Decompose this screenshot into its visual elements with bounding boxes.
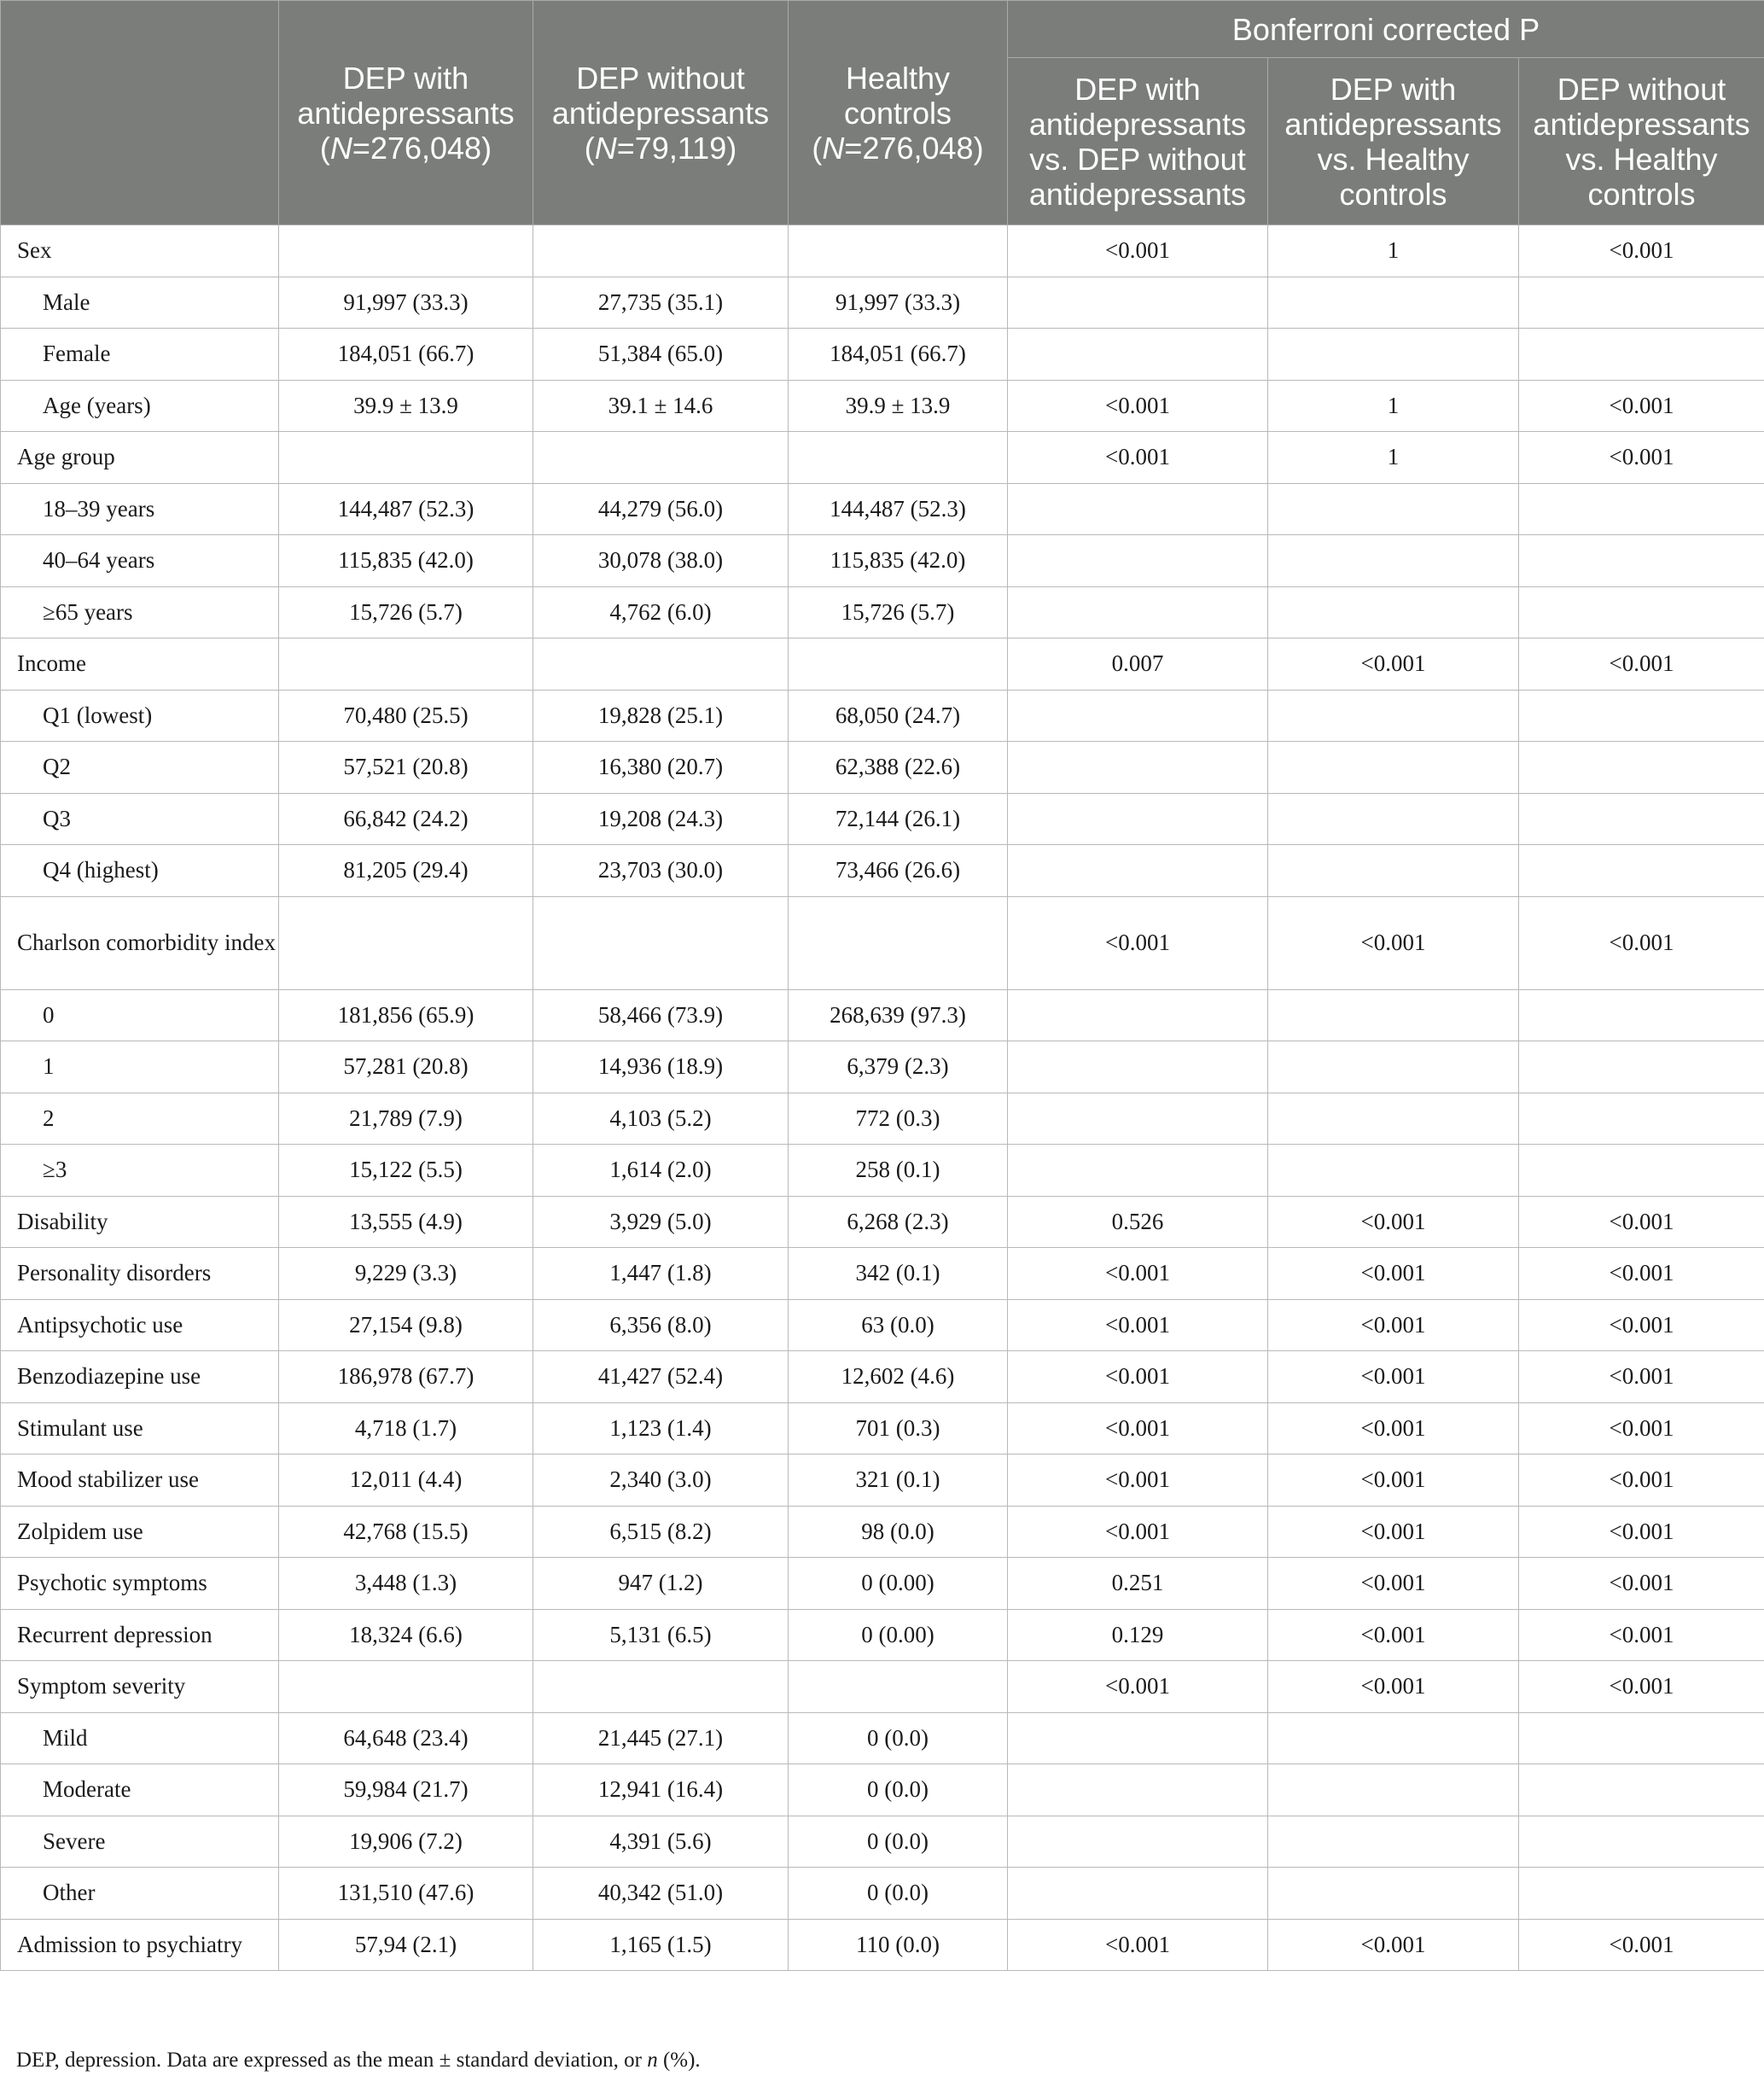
cell-p-without-vs-controls <box>1519 1712 1764 1764</box>
header-dep-without-antidepressants: DEP without antidepressants (N=79,119) <box>533 1 789 225</box>
cell-dep-without-antidepressants: 21,445 (27.1) <box>533 1712 789 1764</box>
row-label: 0 <box>1 989 279 1041</box>
header-bonferroni-group: Bonferroni corrected P <box>1008 1 1764 58</box>
cell-p-with-vs-controls: <0.001 <box>1268 1299 1519 1351</box>
cell-dep-without-antidepressants: 16,380 (20.7) <box>533 742 789 794</box>
cell-dep-without-antidepressants: 51,384 (65.0) <box>533 329 789 381</box>
cell-p-with-vs-without <box>1008 329 1268 381</box>
table-row <box>1 1248 1764 1300</box>
cell-p-without-vs-controls: <0.001 <box>1519 1661 1764 1713</box>
cell-p-with-vs-controls <box>1268 277 1519 329</box>
row-label: Q4 (highest) <box>1 845 279 897</box>
cell-p-with-vs-without <box>1008 1712 1268 1764</box>
cell-dep-with-antidepressants <box>279 896 533 989</box>
cell-dep-with-antidepressants: 64,648 (23.4) <box>279 1712 533 1764</box>
cell-p-without-vs-controls <box>1519 989 1764 1041</box>
cell-p-with-vs-without: 0.526 <box>1008 1196 1268 1248</box>
cell-healthy-controls: 73,466 (26.6) <box>789 845 1008 897</box>
cell-p-without-vs-controls: <0.001 <box>1519 1402 1764 1454</box>
cell-healthy-controls: 0 (0.00) <box>789 1609 1008 1661</box>
cell-dep-with-antidepressants: 115,835 (42.0) <box>279 535 533 587</box>
table-row <box>1 1609 1764 1661</box>
table-row <box>1 586 1764 638</box>
cell-dep-without-antidepressants: 41,427 (52.4) <box>533 1351 789 1403</box>
cell-dep-with-antidepressants: 131,510 (47.6) <box>279 1868 533 1920</box>
row-label: Benzodiazepine use <box>1 1351 279 1403</box>
cell-dep-with-antidepressants: 42,768 (15.5) <box>279 1506 533 1558</box>
cell-dep-with-antidepressants: 57,281 (20.8) <box>279 1041 533 1093</box>
cell-dep-without-antidepressants: 27,735 (35.1) <box>533 277 789 329</box>
cell-p-without-vs-controls <box>1519 329 1764 381</box>
header-p-with-vs-controls: DEP with antidepressants vs. Healthy controls <box>1268 58 1519 225</box>
cell-p-without-vs-controls: <0.001 <box>1519 1558 1764 1610</box>
header-dep-with-antidepressants: DEP with antidepressants (N=276,048) <box>279 1 533 225</box>
cell-dep-with-antidepressants: 81,205 (29.4) <box>279 845 533 897</box>
cell-healthy-controls: 115,835 (42.0) <box>789 535 1008 587</box>
cell-p-with-vs-without <box>1008 793 1268 845</box>
cell-dep-without-antidepressants: 1,447 (1.8) <box>533 1248 789 1300</box>
cell-dep-with-antidepressants: 39.9 ± 13.9 <box>279 380 533 432</box>
cell-dep-without-antidepressants: 3,929 (5.0) <box>533 1196 789 1248</box>
cell-p-with-vs-without: <0.001 <box>1008 1506 1268 1558</box>
cell-p-with-vs-without: <0.001 <box>1008 1919 1268 1971</box>
cell-healthy-controls: 62,388 (22.6) <box>789 742 1008 794</box>
cell-p-with-vs-without <box>1008 1041 1268 1093</box>
cell-p-with-vs-controls <box>1268 989 1519 1041</box>
cell-healthy-controls: 68,050 (24.7) <box>789 690 1008 742</box>
cell-p-with-vs-controls: <0.001 <box>1268 1558 1519 1610</box>
cell-p-without-vs-controls: <0.001 <box>1519 638 1764 691</box>
cell-healthy-controls: 701 (0.3) <box>789 1402 1008 1454</box>
table-row <box>1 483 1764 535</box>
cell-dep-with-antidepressants: 19,906 (7.2) <box>279 1816 533 1868</box>
table-header <box>1 1 1764 225</box>
cell-dep-without-antidepressants: 19,828 (25.1) <box>533 690 789 742</box>
cell-healthy-controls <box>789 225 1008 277</box>
cell-healthy-controls: 6,268 (2.3) <box>789 1196 1008 1248</box>
cell-dep-with-antidepressants: 91,997 (33.3) <box>279 277 533 329</box>
cell-dep-with-antidepressants: 15,122 (5.5) <box>279 1145 533 1197</box>
cell-p-without-vs-controls: <0.001 <box>1519 1609 1764 1661</box>
cell-p-with-vs-controls <box>1268 1145 1519 1197</box>
cell-p-without-vs-controls <box>1519 742 1764 794</box>
row-label: 18–39 years <box>1 483 279 535</box>
cell-dep-without-antidepressants: 4,762 (6.0) <box>533 586 789 638</box>
table-row <box>1 380 1764 432</box>
cell-dep-without-antidepressants: 58,466 (73.9) <box>533 989 789 1041</box>
cell-dep-with-antidepressants: 21,789 (7.9) <box>279 1093 533 1145</box>
table-row <box>1 1299 1764 1351</box>
table-row <box>1 1558 1764 1610</box>
cell-healthy-controls: 72,144 (26.1) <box>789 793 1008 845</box>
row-label: Psychotic symptoms <box>1 1558 279 1610</box>
cell-p-with-vs-controls: <0.001 <box>1268 1661 1519 1713</box>
cell-p-with-vs-without: <0.001 <box>1008 1351 1268 1403</box>
table-row <box>1 1093 1764 1145</box>
cell-dep-with-antidepressants: 4,718 (1.7) <box>279 1402 533 1454</box>
cell-p-with-vs-without <box>1008 742 1268 794</box>
cell-p-with-vs-without: 0.251 <box>1008 1558 1268 1610</box>
cell-p-with-vs-without <box>1008 1145 1268 1197</box>
cell-p-with-vs-without: <0.001 <box>1008 225 1268 277</box>
cell-p-without-vs-controls <box>1519 535 1764 587</box>
cell-dep-without-antidepressants: 30,078 (38.0) <box>533 535 789 587</box>
row-label: Severe <box>1 1816 279 1868</box>
cell-p-without-vs-controls: <0.001 <box>1519 1248 1764 1300</box>
row-label: Male <box>1 277 279 329</box>
cell-dep-with-antidepressants: 27,154 (9.8) <box>279 1299 533 1351</box>
cell-dep-with-antidepressants: 186,978 (67.7) <box>279 1351 533 1403</box>
table-row <box>1 989 1764 1041</box>
cell-healthy-controls: 0 (0.00) <box>789 1558 1008 1610</box>
cell-dep-with-antidepressants <box>279 1661 533 1713</box>
cell-p-with-vs-without <box>1008 989 1268 1041</box>
cell-dep-without-antidepressants <box>533 896 789 989</box>
cell-p-without-vs-controls <box>1519 1816 1764 1868</box>
header-healthy-controls: Healthy controls (N=276,048) <box>789 1 1008 225</box>
cell-p-without-vs-controls <box>1519 690 1764 742</box>
row-label: Recurrent depression <box>1 1609 279 1661</box>
cell-p-without-vs-controls: <0.001 <box>1519 1919 1764 1971</box>
row-label: Income <box>1 638 279 691</box>
cell-dep-with-antidepressants: 184,051 (66.7) <box>279 329 533 381</box>
row-label: 1 <box>1 1041 279 1093</box>
cell-p-with-vs-controls <box>1268 793 1519 845</box>
cell-dep-with-antidepressants: 13,555 (4.9) <box>279 1196 533 1248</box>
cell-dep-with-antidepressants: 70,480 (25.5) <box>279 690 533 742</box>
table-row <box>1 1661 1764 1713</box>
cell-p-without-vs-controls <box>1519 586 1764 638</box>
table-row <box>1 277 1764 329</box>
table-row <box>1 1351 1764 1403</box>
table-row <box>1 432 1764 484</box>
cell-p-with-vs-controls: <0.001 <box>1268 1248 1519 1300</box>
row-label: Q3 <box>1 793 279 845</box>
cell-dep-without-antidepressants: 4,391 (5.6) <box>533 1816 789 1868</box>
cell-dep-without-antidepressants: 39.1 ± 14.6 <box>533 380 789 432</box>
row-label: Mood stabilizer use <box>1 1454 279 1507</box>
row-label: Female <box>1 329 279 381</box>
row-label: Personality disorders <box>1 1248 279 1300</box>
table-footnote: DEP, depression. Data are expressed as the mean ± standard deviation, or n (%). <box>16 2049 701 2072</box>
cell-dep-without-antidepressants: 2,340 (3.0) <box>533 1454 789 1507</box>
cell-p-with-vs-controls <box>1268 1764 1519 1816</box>
cell-p-with-vs-without: <0.001 <box>1008 380 1268 432</box>
cell-p-with-vs-without <box>1008 1868 1268 1920</box>
cell-healthy-controls: 0 (0.0) <box>789 1868 1008 1920</box>
cell-p-with-vs-controls <box>1268 483 1519 535</box>
cell-dep-without-antidepressants: 6,356 (8.0) <box>533 1299 789 1351</box>
header-row-1 <box>1 1 1764 58</box>
row-label: 2 <box>1 1093 279 1145</box>
cell-healthy-controls: 184,051 (66.7) <box>789 329 1008 381</box>
cell-p-with-vs-without: <0.001 <box>1008 1661 1268 1713</box>
cell-p-without-vs-controls <box>1519 1868 1764 1920</box>
table-row <box>1 225 1764 277</box>
cell-p-with-vs-without <box>1008 535 1268 587</box>
row-label: Q2 <box>1 742 279 794</box>
cell-p-with-vs-without: 0.129 <box>1008 1609 1268 1661</box>
cell-p-with-vs-controls <box>1268 1093 1519 1145</box>
cell-p-without-vs-controls: <0.001 <box>1519 896 1764 989</box>
row-label: Admission to psychiatry <box>1 1919 279 1971</box>
table-row <box>1 1041 1764 1093</box>
cell-dep-without-antidepressants: 19,208 (24.3) <box>533 793 789 845</box>
cell-dep-with-antidepressants: 66,842 (24.2) <box>279 793 533 845</box>
row-label: Antipsychotic use <box>1 1299 279 1351</box>
cell-p-without-vs-controls <box>1519 1764 1764 1816</box>
cell-dep-without-antidepressants <box>533 638 789 691</box>
cell-p-without-vs-controls: <0.001 <box>1519 1196 1764 1248</box>
cell-healthy-controls: 98 (0.0) <box>789 1506 1008 1558</box>
cell-p-with-vs-controls: <0.001 <box>1268 1609 1519 1661</box>
header-p-with-vs-without: DEP with antidepressants vs. DEP without antidepressants <box>1008 58 1268 225</box>
cell-p-with-vs-without <box>1008 1093 1268 1145</box>
row-label: Zolpidem use <box>1 1506 279 1558</box>
row-label: Moderate <box>1 1764 279 1816</box>
cell-p-without-vs-controls <box>1519 845 1764 897</box>
cell-dep-with-antidepressants: 15,726 (5.7) <box>279 586 533 638</box>
cell-healthy-controls <box>789 432 1008 484</box>
cell-p-with-vs-controls: <0.001 <box>1268 1919 1519 1971</box>
cell-dep-without-antidepressants: 6,515 (8.2) <box>533 1506 789 1558</box>
cell-healthy-controls: 110 (0.0) <box>789 1919 1008 1971</box>
cell-p-with-vs-without: <0.001 <box>1008 896 1268 989</box>
cell-dep-without-antidepressants: 4,103 (5.2) <box>533 1093 789 1145</box>
cell-p-without-vs-controls <box>1519 1093 1764 1145</box>
cell-dep-with-antidepressants: 59,984 (21.7) <box>279 1764 533 1816</box>
cell-p-with-vs-without: <0.001 <box>1008 1454 1268 1507</box>
cell-p-with-vs-controls <box>1268 1868 1519 1920</box>
row-label: Age (years) <box>1 380 279 432</box>
row-label: ≥65 years <box>1 586 279 638</box>
cell-p-with-vs-controls <box>1268 535 1519 587</box>
cell-healthy-controls: 0 (0.0) <box>789 1712 1008 1764</box>
table-row <box>1 1454 1764 1507</box>
cell-p-with-vs-controls: <0.001 <box>1268 1506 1519 1558</box>
table-row <box>1 793 1764 845</box>
cell-dep-without-antidepressants: 14,936 (18.9) <box>533 1041 789 1093</box>
cell-dep-with-antidepressants <box>279 638 533 691</box>
cell-p-with-vs-controls: <0.001 <box>1268 1196 1519 1248</box>
row-label: Age group <box>1 432 279 484</box>
table-row <box>1 1764 1764 1816</box>
cell-p-without-vs-controls <box>1519 793 1764 845</box>
cell-p-with-vs-controls: 1 <box>1268 432 1519 484</box>
cell-p-without-vs-controls: <0.001 <box>1519 1454 1764 1507</box>
cell-healthy-controls: 772 (0.3) <box>789 1093 1008 1145</box>
row-label: Charlson comorbidity index <box>1 896 279 989</box>
cell-dep-without-antidepressants: 40,342 (51.0) <box>533 1868 789 1920</box>
cell-p-with-vs-controls: 1 <box>1268 380 1519 432</box>
cell-dep-without-antidepressants: 12,941 (16.4) <box>533 1764 789 1816</box>
cell-dep-with-antidepressants: 12,011 (4.4) <box>279 1454 533 1507</box>
cell-p-with-vs-controls <box>1268 1712 1519 1764</box>
header-corner <box>1 1 279 225</box>
cell-p-without-vs-controls: <0.001 <box>1519 1506 1764 1558</box>
cell-dep-with-antidepressants: 3,448 (1.3) <box>279 1558 533 1610</box>
cell-p-with-vs-without <box>1008 690 1268 742</box>
cell-p-with-vs-controls <box>1268 1041 1519 1093</box>
cell-dep-with-antidepressants: 57,94 (2.1) <box>279 1919 533 1971</box>
table-row <box>1 638 1764 691</box>
cell-dep-without-antidepressants: 23,703 (30.0) <box>533 845 789 897</box>
cell-healthy-controls: 268,639 (97.3) <box>789 989 1008 1041</box>
cell-p-without-vs-controls <box>1519 1041 1764 1093</box>
cell-healthy-controls: 6,379 (2.3) <box>789 1041 1008 1093</box>
cell-p-with-vs-controls: <0.001 <box>1268 1351 1519 1403</box>
cell-dep-without-antidepressants <box>533 225 789 277</box>
table-row <box>1 1196 1764 1248</box>
cell-dep-without-antidepressants <box>533 1661 789 1713</box>
table-row <box>1 1868 1764 1920</box>
cell-healthy-controls: 342 (0.1) <box>789 1248 1008 1300</box>
cell-dep-with-antidepressants <box>279 432 533 484</box>
cell-p-with-vs-controls: <0.001 <box>1268 896 1519 989</box>
cell-p-with-vs-without: <0.001 <box>1008 1299 1268 1351</box>
cell-dep-with-antidepressants <box>279 225 533 277</box>
cell-p-with-vs-without: 0.007 <box>1008 638 1268 691</box>
cell-p-with-vs-without <box>1008 483 1268 535</box>
cell-p-with-vs-controls <box>1268 586 1519 638</box>
row-label: 40–64 years <box>1 535 279 587</box>
cell-dep-without-antidepressants: 947 (1.2) <box>533 1558 789 1610</box>
cell-p-with-vs-without <box>1008 1816 1268 1868</box>
cell-p-with-vs-controls: <0.001 <box>1268 638 1519 691</box>
cell-p-without-vs-controls: <0.001 <box>1519 432 1764 484</box>
row-label: Other <box>1 1868 279 1920</box>
table-row <box>1 690 1764 742</box>
cell-p-with-vs-without <box>1008 586 1268 638</box>
table-row <box>1 1145 1764 1197</box>
cell-p-without-vs-controls <box>1519 277 1764 329</box>
cell-p-with-vs-without <box>1008 277 1268 329</box>
cell-p-without-vs-controls <box>1519 483 1764 535</box>
cell-healthy-controls: 144,487 (52.3) <box>789 483 1008 535</box>
cell-healthy-controls <box>789 1661 1008 1713</box>
table-row <box>1 535 1764 587</box>
cell-p-with-vs-without: <0.001 <box>1008 1248 1268 1300</box>
row-label: Sex <box>1 225 279 277</box>
cell-p-with-vs-controls <box>1268 690 1519 742</box>
cell-dep-with-antidepressants: 144,487 (52.3) <box>279 483 533 535</box>
cell-healthy-controls: 91,997 (33.3) <box>789 277 1008 329</box>
cell-p-with-vs-without: <0.001 <box>1008 1402 1268 1454</box>
table-row <box>1 1402 1764 1454</box>
header-p-without-vs-controls: DEP without antidepressants vs. Healthy controls <box>1519 58 1764 225</box>
table-row <box>1 1816 1764 1868</box>
cell-dep-with-antidepressants: 57,521 (20.8) <box>279 742 533 794</box>
cell-healthy-controls: 321 (0.1) <box>789 1454 1008 1507</box>
cell-p-without-vs-controls: <0.001 <box>1519 380 1764 432</box>
cell-p-with-vs-controls: <0.001 <box>1268 1402 1519 1454</box>
table-row <box>1 1712 1764 1764</box>
cell-p-with-vs-without: <0.001 <box>1008 432 1268 484</box>
table-row <box>1 896 1764 989</box>
table-row <box>1 1919 1764 1971</box>
table-row <box>1 329 1764 381</box>
row-label: Q1 (lowest) <box>1 690 279 742</box>
cell-p-with-vs-controls <box>1268 1816 1519 1868</box>
table-row <box>1 1506 1764 1558</box>
cell-p-with-vs-controls <box>1268 329 1519 381</box>
row-label: Stimulant use <box>1 1402 279 1454</box>
cell-p-without-vs-controls <box>1519 1145 1764 1197</box>
cell-p-with-vs-controls <box>1268 845 1519 897</box>
cell-healthy-controls: 63 (0.0) <box>789 1299 1008 1351</box>
cell-dep-without-antidepressants: 5,131 (6.5) <box>533 1609 789 1661</box>
cell-dep-with-antidepressants: 9,229 (3.3) <box>279 1248 533 1300</box>
cell-p-with-vs-controls: 1 <box>1268 225 1519 277</box>
cell-p-without-vs-controls: <0.001 <box>1519 1299 1764 1351</box>
cell-p-with-vs-without <box>1008 845 1268 897</box>
cell-dep-with-antidepressants: 181,856 (65.9) <box>279 989 533 1041</box>
cell-dep-without-antidepressants: 1,614 (2.0) <box>533 1145 789 1197</box>
cell-dep-without-antidepressants: 1,165 (1.5) <box>533 1919 789 1971</box>
cell-healthy-controls: 12,602 (4.6) <box>789 1351 1008 1403</box>
row-label: Mild <box>1 1712 279 1764</box>
row-label: Disability <box>1 1196 279 1248</box>
cell-healthy-controls: 15,726 (5.7) <box>789 586 1008 638</box>
table-body <box>1 225 1764 1971</box>
table-row <box>1 742 1764 794</box>
cell-healthy-controls: 258 (0.1) <box>789 1145 1008 1197</box>
cell-p-with-vs-controls <box>1268 742 1519 794</box>
cell-healthy-controls: 0 (0.0) <box>789 1816 1008 1868</box>
cell-healthy-controls <box>789 896 1008 989</box>
cell-healthy-controls <box>789 638 1008 691</box>
table-row <box>1 845 1764 897</box>
cell-dep-without-antidepressants <box>533 432 789 484</box>
cell-p-with-vs-without <box>1008 1764 1268 1816</box>
row-label: ≥3 <box>1 1145 279 1197</box>
cell-healthy-controls: 0 (0.0) <box>789 1764 1008 1816</box>
cell-healthy-controls: 39.9 ± 13.9 <box>789 380 1008 432</box>
cell-dep-without-antidepressants: 44,279 (56.0) <box>533 483 789 535</box>
cell-dep-with-antidepressants: 18,324 (6.6) <box>279 1609 533 1661</box>
cell-p-without-vs-controls: <0.001 <box>1519 1351 1764 1403</box>
cell-dep-without-antidepressants: 1,123 (1.4) <box>533 1402 789 1454</box>
row-label: Symptom severity <box>1 1661 279 1713</box>
cell-p-with-vs-controls: <0.001 <box>1268 1454 1519 1507</box>
cell-p-without-vs-controls: <0.001 <box>1519 225 1764 277</box>
